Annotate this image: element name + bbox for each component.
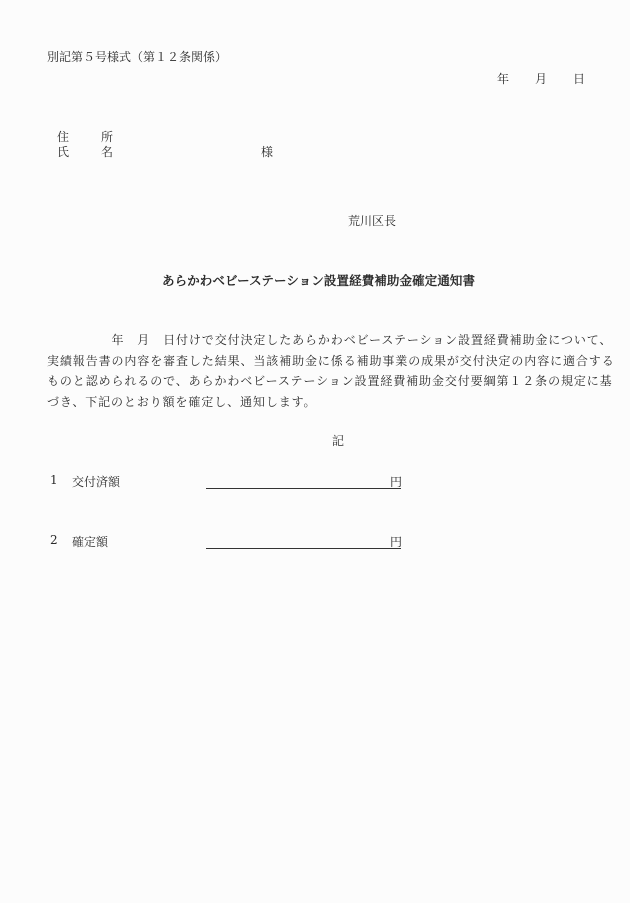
yen-unit: 円	[390, 535, 403, 549]
honorific: 様	[261, 145, 274, 159]
item-granted-amount	[50, 473, 410, 493]
issuer: 荒川区長	[348, 214, 397, 228]
name-label-char-2: 名	[101, 145, 114, 159]
item-label: 確定額	[72, 535, 109, 549]
date-year-label: 年	[497, 72, 510, 86]
item-number: 1	[50, 473, 58, 487]
yen-unit: 円	[390, 475, 403, 489]
document-title: あらかわベビーステーション設置経費補助金確定通知書	[162, 273, 476, 288]
name-label	[57, 143, 113, 160]
date-day-label: 日	[573, 72, 586, 86]
item-label: 交付済額	[72, 475, 121, 489]
form-number: 別記第５号様式（第１２条関係）	[47, 50, 228, 64]
name-label-char-1: 氏	[57, 145, 70, 159]
amount-blank-line	[206, 533, 401, 549]
date-line	[497, 70, 585, 87]
amount-blank-line	[206, 473, 401, 489]
item-number: 2	[50, 533, 58, 547]
body-line: 実績報告書の内容を審査した結果、当該補助金に係る補助事業の成果が交付決定の内容に適合する	[47, 353, 615, 368]
item-confirmed-amount	[50, 533, 410, 553]
ki-heading: 記	[332, 434, 345, 448]
body-line: ものと認められるので、あらかわベビーステーション設置経費補助金交付要綱第１２条の規定に基	[47, 374, 613, 388]
body-line: 年 月 日付けで交付決定したあらかわベビーステーション設置経費補助金について、	[47, 333, 613, 347]
body-line: づき、下記のとおり額を確定し、通知します。	[47, 394, 317, 409]
body-paragraph	[47, 330, 615, 412]
date-month-label: 月	[535, 72, 548, 86]
address-label-char-2: 所	[101, 130, 114, 144]
address-label-char-1: 住	[57, 130, 70, 144]
